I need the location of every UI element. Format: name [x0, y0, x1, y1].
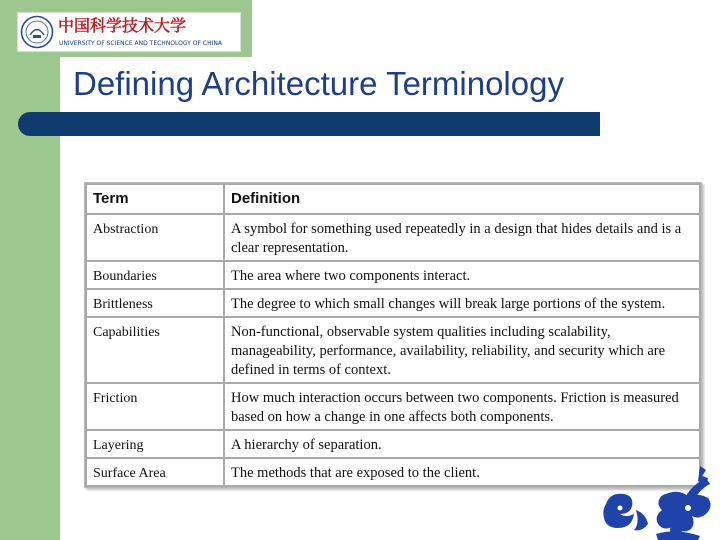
terminology-table-image [84, 182, 702, 488]
university-emblem-icon [596, 464, 720, 540]
table-row [86, 383, 700, 430]
term-cell: Surface Area [86, 458, 224, 486]
definition-column-header: Definition [224, 184, 700, 214]
definition-cell: How much interaction occurs between two components. Friction is measured based on how a change in one affects both components. [224, 383, 700, 430]
slide-title: Defining Architecture Terminology [73, 65, 564, 102]
definition-cell: The area where two components interact. [224, 261, 700, 289]
table-row [86, 430, 700, 458]
logo-chinese-name: 中国科学技术大学 [58, 16, 187, 35]
left-green-band [0, 0, 60, 540]
term-cell: Friction [86, 383, 224, 430]
table-header-row [86, 184, 700, 214]
title-underline-bar [18, 112, 600, 136]
definition-cell: A symbol for something used repeatedly in a design that hides details and is a clear representation. [224, 214, 700, 261]
logo-english-name: UNIVERSITY OF SCIENCE AND TECHNOLOGY OF CHINA [59, 40, 222, 47]
term-cell: Capabilities [86, 317, 224, 383]
university-seal-icon [20, 15, 54, 49]
term-cell: Layering [86, 430, 224, 458]
table-row [86, 317, 700, 383]
term-cell: Abstraction [86, 214, 224, 261]
definition-cell: The degree to which small changes will break large portions of the system. [224, 289, 700, 317]
term-cell: Boundaries [86, 261, 224, 289]
table-row [86, 261, 700, 289]
table-row [86, 214, 700, 261]
terminology-table [85, 183, 701, 487]
definition-cell: Non-functional, observable system qualities including scalability, manageability, performance, availability, reliability, and security which are defined in terms of context. [224, 317, 700, 383]
table-row [86, 289, 700, 317]
term-cell: Brittleness [86, 289, 224, 317]
definition-cell: A hierarchy of separation. [224, 430, 700, 458]
university-logo [17, 12, 241, 52]
definition-cell: The methods that are exposed to the client. [224, 458, 700, 486]
term-column-header: Term [86, 184, 224, 214]
